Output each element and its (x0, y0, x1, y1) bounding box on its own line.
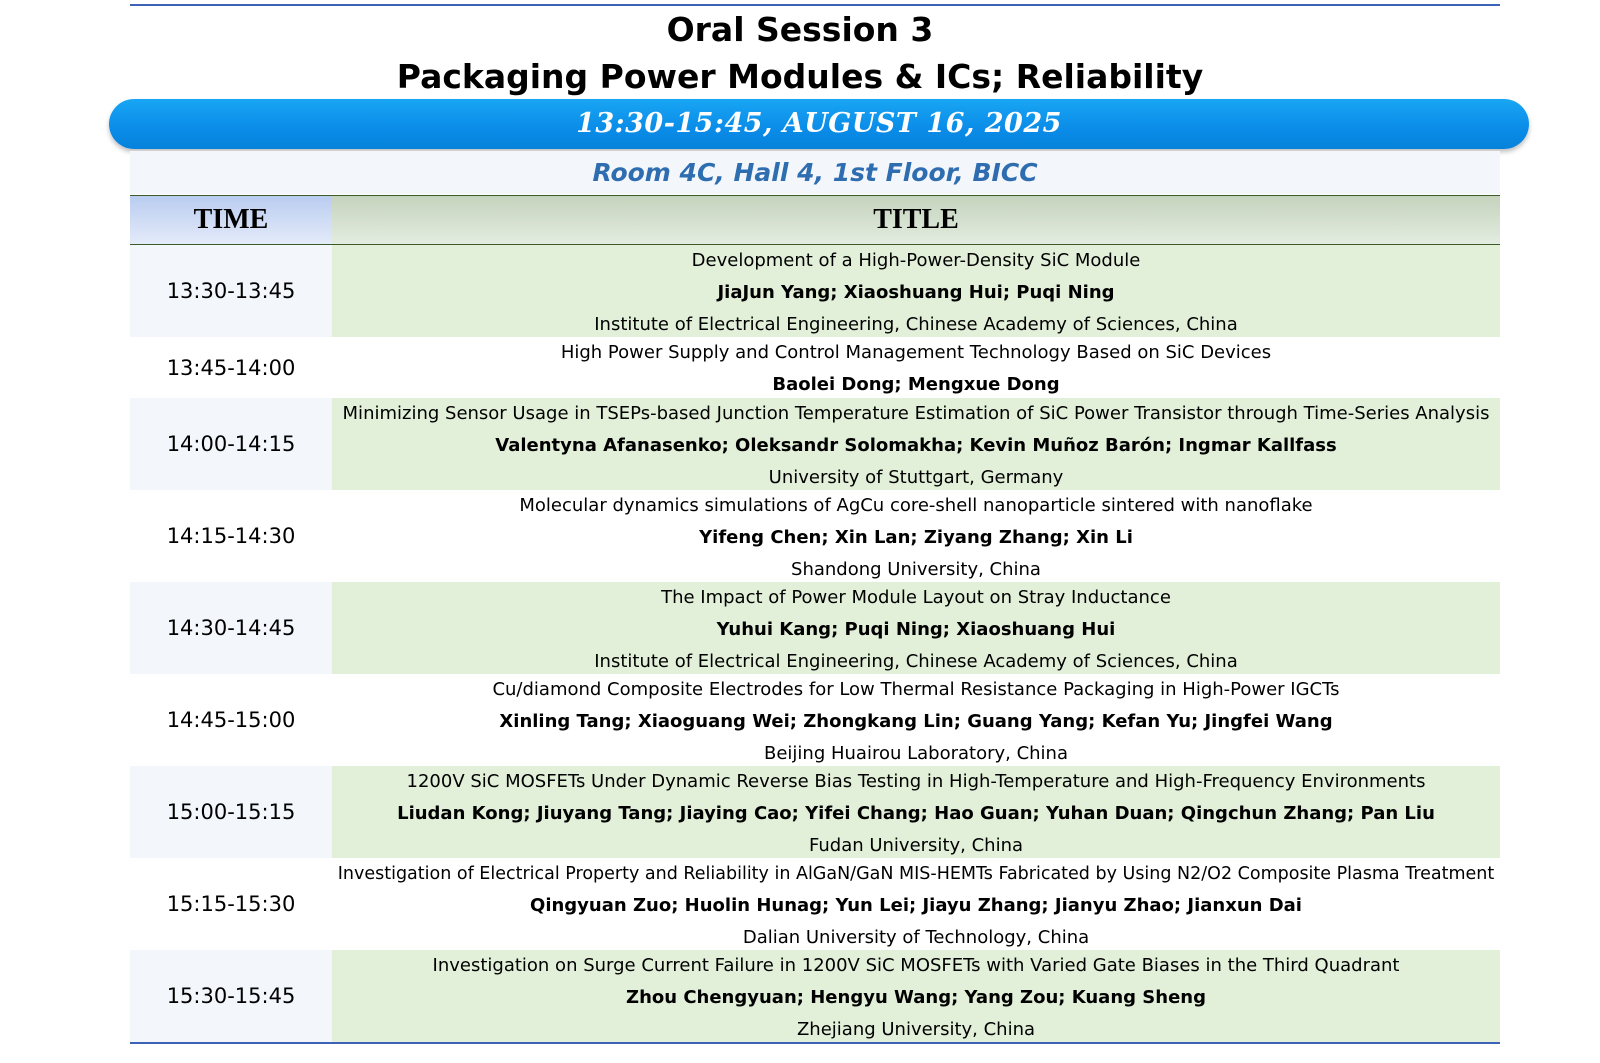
table-row (130, 766, 1500, 858)
row-time: 14:30-14:45 (130, 582, 332, 674)
paper-title: The Impact of Power Module Layout on Stray Inductance (661, 587, 1171, 608)
paper-affiliation: University of Stuttgart, Germany (768, 467, 1064, 488)
header-title: TITLE (332, 196, 1500, 244)
room-location: Room 4C, Hall 4, 1st Floor, BICC (130, 151, 1500, 194)
paper-authors: Yifeng Chen; Xin Lan; Ziyang Zhang; Xin Li (699, 527, 1133, 548)
paper-affiliation: Zhejiang University, China (796, 1019, 1036, 1040)
row-time: 15:00-15:15 (130, 766, 332, 858)
paper-title: Cu/diamond Composite Electrodes for Low Thermal Resistance Packaging in High-Power IGCTs (492, 679, 1340, 700)
date-banner: 13:30-15:45, AUGUST 16, 2025 (109, 99, 1529, 149)
paper-affiliation: Shandong University, China (791, 559, 1041, 580)
table-header (130, 195, 1500, 245)
paper-title: High Power Supply and Control Management Technology Based on SiC Devices (560, 342, 1272, 363)
table-row (130, 674, 1500, 766)
paper-affiliation: Fudan University, China (808, 835, 1024, 856)
top-rule (130, 4, 1500, 6)
paper-authors: Yuhui Kang; Puqi Ning; Xiaoshuang Hui (716, 619, 1116, 640)
paper-authors: Valentyna Afanasenko; Oleksandr Solomakha; Kevin Muñoz Barón; Ingmar Kallfass (495, 435, 1337, 456)
row-time: 15:15-15:30 (130, 858, 332, 950)
table-row (130, 582, 1500, 674)
paper-title: Development of a High-Power-Density SiC Module (691, 250, 1141, 271)
paper-authors: Liudan Kong; Jiuyang Tang; Jiaying Cao; Yifei Chang; Hao Guan; Yuhan Duan; Qingchun Zhang; Pan Liu (397, 803, 1435, 824)
row-time: 15:30-15:45 (130, 950, 332, 1042)
table-row (130, 490, 1500, 582)
table-row (130, 950, 1500, 1042)
session-topic: Packaging Power Modules & ICs; Reliability (396, 57, 1204, 96)
table-row (130, 398, 1500, 490)
header-time: TIME (130, 196, 332, 244)
table-row (130, 858, 1500, 950)
row-time: 13:45-14:00 (130, 337, 332, 398)
row-time: 13:30-13:45 (130, 245, 332, 337)
paper-title: 1200V SiC MOSFETs Under Dynamic Reverse Bias Testing in High-Temperature and High-Frequency Environments (406, 771, 1426, 792)
table-row (130, 337, 1500, 398)
bottom-rule (130, 1042, 1500, 1044)
row-time: 14:15-14:30 (130, 490, 332, 582)
paper-affiliation: Dalian University of Technology, China (742, 927, 1090, 948)
paper-authors: Baolei Dong; Mengxue Dong (772, 374, 1060, 395)
paper-affiliation: Institute of Electrical Engineering, Chinese Academy of Sciences, China (594, 651, 1238, 672)
paper-title: Investigation of Electrical Property and Reliability in AlGaN/GaN MIS-HEMTs Fabricated by Using N2/O2 Composite Plasma Treatment (337, 864, 1495, 884)
paper-authors: JiaJun Yang; Xiaoshuang Hui; Puqi Ning (717, 282, 1115, 303)
session-title: Oral Session 3 (666, 10, 934, 49)
paper-authors: Zhou Chengyuan; Hengyu Wang; Yang Zou; Kuang Sheng (626, 987, 1206, 1008)
paper-affiliation: Beijing Huairou Laboratory, China (763, 743, 1068, 764)
schedule-table (130, 195, 1500, 1044)
table-row (130, 245, 1500, 337)
paper-title: Investigation on Surge Current Failure in 1200V SiC MOSFETs with Varied Gate Biases in the Third Quadrant (432, 955, 1400, 976)
paper-affiliation: Institute of Electrical Engineering, Chinese Academy of Sciences, China (594, 314, 1238, 335)
paper-title: Minimizing Sensor Usage in TSEPs-based Junction Temperature Estimation of SiC Power Transistor through Time-Series Analysis (342, 403, 1490, 424)
paper-title: Molecular dynamics simulations of AgCu core-shell nanoparticle sintered with nanoflake (519, 495, 1313, 516)
row-time: 14:00-14:15 (130, 398, 332, 490)
paper-authors: Xinling Tang; Xiaoguang Wei; Zhongkang Lin; Guang Yang; Kefan Yu; Jingfei Wang (499, 711, 1333, 732)
row-time: 14:45-15:00 (130, 674, 332, 766)
paper-authors: Qingyuan Zuo; Huolin Hunag; Yun Lei; Jiayu Zhang; Jianyu Zhao; Jianxun Dai (530, 895, 1302, 916)
